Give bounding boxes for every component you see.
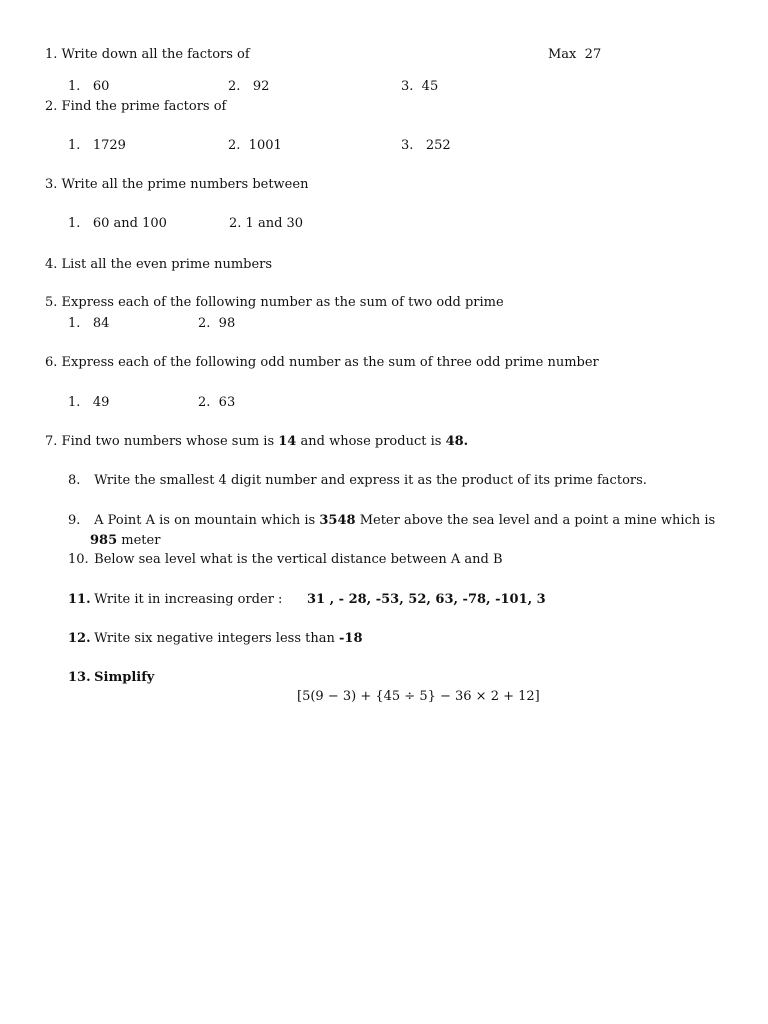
question-text: Meter above the sea level and a point a mine which is bbox=[359, 513, 716, 528]
question-number: 9. bbox=[68, 513, 81, 528]
item-value: 60 and 100 bbox=[92, 216, 167, 231]
sum-value: 14 bbox=[278, 434, 297, 449]
question-number: 13. bbox=[68, 670, 91, 685]
item-number: 1. bbox=[68, 79, 81, 94]
question-13 bbox=[68, 670, 154, 686]
question-number: 2. bbox=[45, 99, 58, 114]
question-text: Write the smallest 4 digit number and express it as the product of its prime factors. bbox=[94, 473, 647, 488]
question-text: A Point A is on mountain which is bbox=[94, 513, 316, 528]
depth-value: 985 bbox=[90, 533, 118, 548]
list-item bbox=[228, 79, 269, 95]
list-item bbox=[228, 138, 282, 154]
item-number: 2. bbox=[198, 316, 211, 331]
item-value: 84 bbox=[92, 316, 110, 331]
item-value: 60 bbox=[92, 79, 110, 94]
item-value: 92 bbox=[252, 79, 270, 94]
item-number: 1. bbox=[68, 138, 81, 153]
question-11 bbox=[68, 592, 282, 608]
list-item bbox=[198, 316, 235, 332]
item-value: 98 bbox=[218, 316, 236, 331]
question-text: Find two numbers whose sum is bbox=[61, 434, 275, 449]
question-number: 12. bbox=[68, 631, 91, 646]
list-item bbox=[68, 79, 109, 95]
list-item bbox=[68, 216, 167, 232]
question-3 bbox=[45, 177, 308, 193]
item-value: 45 bbox=[421, 79, 439, 94]
question-6 bbox=[45, 355, 599, 371]
question-text: List all the even prime numbers bbox=[61, 257, 273, 272]
item-value: 252 bbox=[425, 138, 451, 153]
question-4 bbox=[45, 257, 272, 273]
item-number: 3. bbox=[401, 138, 414, 153]
item-value: 1729 bbox=[92, 138, 126, 153]
question-7 bbox=[45, 434, 468, 450]
question-number: 3. bbox=[45, 177, 58, 192]
values-text: 31 , - 28, -53, 52, 63, -78, -101, 3 bbox=[307, 592, 546, 607]
item-value: 1 and 30 bbox=[245, 216, 304, 231]
item-value: 1001 bbox=[248, 138, 282, 153]
expression-text: [5(9 − 3) + {45 ÷ 5} − 36 × 2 + 12] bbox=[297, 689, 540, 704]
question-number: 4. bbox=[45, 257, 58, 272]
question-text: Express each of the following number as the sum of two odd prime bbox=[61, 295, 504, 310]
product-value: 48. bbox=[445, 434, 469, 449]
list-item bbox=[68, 316, 109, 332]
question-number: 7. bbox=[45, 434, 58, 449]
height-value: 3548 bbox=[319, 513, 356, 528]
question-text: Write six negative integers less than bbox=[94, 631, 335, 646]
item-number: 2. bbox=[229, 216, 242, 231]
item-number: 1. bbox=[68, 316, 81, 331]
question-text: and whose product is bbox=[300, 434, 442, 449]
number-list bbox=[307, 592, 546, 608]
item-number: 1. bbox=[68, 216, 81, 231]
question-12 bbox=[68, 631, 363, 647]
question-number: 10. bbox=[68, 552, 89, 567]
max-marks bbox=[548, 47, 601, 63]
list-item bbox=[68, 138, 126, 154]
question-text: Write it in increasing order : bbox=[94, 592, 283, 607]
question-text: Find the prime factors of bbox=[61, 99, 227, 114]
math-expression bbox=[297, 689, 540, 705]
item-number: 2. bbox=[198, 395, 211, 410]
list-item bbox=[198, 395, 235, 411]
list-item bbox=[401, 79, 438, 95]
question-10 bbox=[68, 552, 503, 568]
item-value: 63 bbox=[218, 395, 236, 410]
question-text: Simplify bbox=[94, 670, 155, 685]
question-number: 11. bbox=[68, 592, 91, 607]
question-9-continued bbox=[90, 533, 160, 549]
list-item bbox=[68, 395, 109, 411]
max-value: 27 bbox=[584, 47, 602, 62]
question-text: Write all the prime numbers between bbox=[61, 177, 309, 192]
item-number: 3. bbox=[401, 79, 414, 94]
question-text: meter bbox=[121, 533, 161, 548]
question-9 bbox=[68, 513, 715, 529]
list-item bbox=[229, 216, 303, 232]
list-item bbox=[401, 138, 451, 154]
question-text: Write down all the factors of bbox=[61, 47, 250, 62]
item-number: 1. bbox=[68, 395, 81, 410]
question-number: 5. bbox=[45, 295, 58, 310]
question-number: 1. bbox=[45, 47, 58, 62]
max-label: Max bbox=[548, 47, 577, 62]
question-1 bbox=[45, 47, 250, 63]
item-value: 49 bbox=[92, 395, 110, 410]
question-text: Express each of the following odd number as the sum of three odd prime number bbox=[61, 355, 599, 370]
limit-value: -18 bbox=[339, 631, 363, 646]
question-2 bbox=[45, 99, 226, 115]
question-number: 8. bbox=[68, 473, 81, 488]
question-8 bbox=[68, 473, 647, 489]
question-number: 6. bbox=[45, 355, 58, 370]
question-text: Below sea level what is the vertical distance between A and B bbox=[94, 552, 503, 567]
item-number: 2. bbox=[228, 138, 241, 153]
question-5 bbox=[45, 295, 504, 311]
item-number: 2. bbox=[228, 79, 241, 94]
